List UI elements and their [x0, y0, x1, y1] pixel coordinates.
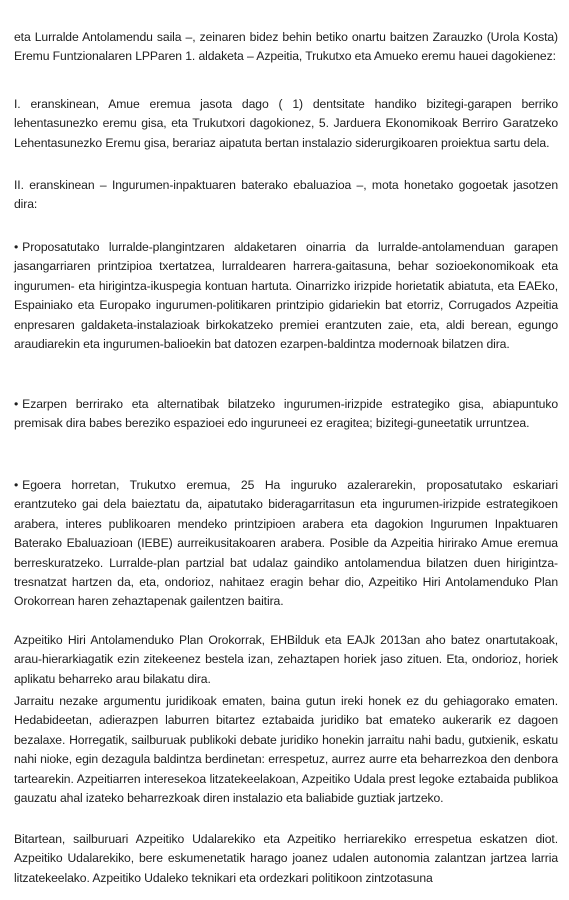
bullet-icon: • — [14, 478, 19, 492]
bullet-item-3 — [14, 476, 558, 612]
paragraph-text: Proposatutako lurralde-plangintzaren aldaketaren oinarria da lurralde-antolamenduan garapen jasangarriaren printzipioa txertatzea, lurraldearen harrera-gaitasuna, behar sozioekonomikoak eta ingurumen- eta hirigintza-ikuspegia kontuan hartuta. Oinarrizko irizpide horietatik abiatuta, eta EAEko, Espainiako eta Europako ingurumen-politikaren printzipio gidariekin bat etorriz, Corrugados Azpeitia enpresaren galdaketa-instalazioak birkokatzeko premiei erantzuten zaie, eta, aldi berean, egungo araudiarekin eta ingurumen-balioekin bat datozen ezarpen-baldintza modernoak bilatzen dira. — [14, 240, 558, 352]
paragraph-text: eta Lurralde Antolamendu saila –, zeinaren bidez behin betiko onartu baitzen Zarauzko (Urola Kosta) Eremu Funtzionalaren LPParen 1. aldaketa – Azpeitia, Trukutxo eta Amueko eremu hauei dagokienez: — [14, 30, 558, 64]
paragraph-plan — [14, 631, 558, 689]
paragraph-annex-1 — [14, 95, 558, 153]
paragraph-intro — [14, 28, 558, 67]
bullet-item-1 — [14, 238, 558, 354]
paragraph-text: II. eranskinean – Ingurumen-inpaktuaren baterako ebaluazioa –, mota honetako gogoetak jasotzen dira: — [14, 178, 558, 212]
paragraph-text: Azpeitiko Hiri Antolamenduko Plan Orokorrak, EHBilduk eta EAJk 2013an aho batez onartutakoak, arau-hierarkiagatik ezin zitekeenez bestela izan, zehaztapen horiek jaso zituen. Eta, ondorioz, horiek aplikatu beharreko arau bilakatu dira. — [14, 633, 558, 686]
paragraph-respect — [14, 830, 558, 888]
paragraph-text: Jarraitu nezake argumentu juridikoak ematen, baina gutun ireki honek ez du gehiagorako ematen. Hedabideetan, adierazpen laburren bitartez eztabaida juridiko bat emateko aukerarik ez dagoen bezalaxe. Horregatik, sailburuak publikoki debate juridiko honekin jarraitu nahi badu, gutxienik, eskatu nahi nioke, egin dezagula baldintza berdinetan: errespetuz, aurrez aurre eta beharrezkoa den denbora tartearekin. Azpeitiarren interesekoa litzatekeelakoan, Azpeitiko Udala prest legoke eztabaida publikoa gauzatu ahal izateko beharrezkoak diren instalazio eta baliabide guztiak jartzeko. — [14, 694, 558, 806]
paragraph-arguments — [14, 692, 558, 808]
paragraph-text: Egoera horretan, Trukutxo eremua, 25 Ha inguruko azalerarekin, proposatutako eskariari erantzuteko gai dela baieztatu da, aipatutako bideragarritasun eta ingurumen-irizpide estrategikoen arabera, interes publikoaren mendeko printzipioen arabera eta dagokion Ingurumen Inpaktuaren Baterako Ebaluazioan (IEBE) aurreikusitakoaren arabera. Posible da Azpeitia hirirako Amue eremua berreskuratzeko. Lurralde-plan partzial bat udalaz gaindiko antolamendua bilatzen duen hirigintza-tresnatzat hartzen da, eta, ondorioz, nahitaez eragin behar dio, Azpeitiko Hiri Antolamenduko Plan Orokorrean haren zehaztapenak gailentzen baitira. — [14, 478, 558, 609]
paragraph-text: Bitartean, sailburuari Azpeitiko Udalarekiko eta Azpeitiko herriarekiko errespetua eskatzen diot. Azpeitiko Udalarekiko, bere eskumenetatik harago joanez udalen autonomia zalantzan jartzea larria litzatekeelako. Azpeitiko Udaleko teknikari eta ordezkari politikoon zintzotasuna — [14, 832, 558, 885]
paragraph-text: Ezarpen berrirako eta alternatibak bilatzeko ingurumen-irizpide estrategiko gisa, abiapuntuko premisak dira babes bereziko espazioei edo inguruneei ez eragitea; bizitegi-guneetatik urruntzea. — [14, 397, 558, 431]
bullet-item-2 — [14, 395, 558, 434]
bullet-icon: • — [14, 240, 19, 254]
paragraph-annex-2 — [14, 176, 558, 215]
bullet-icon: • — [14, 397, 19, 411]
paragraph-text: I. eranskinean, Amue eremua jasota dago ( 1) dentsitate handiko bizitegi-garapen berriko lehentasunezko eremu gisa, eta Trukutxori dagokionez, 5. Jarduera Ekonomikoak Berriro Garatzeko Lehentasunezko Eremu gisa, berariaz aipatuta bertan instalazio siderurgikoaren proiektua sartu dela. — [14, 97, 558, 150]
